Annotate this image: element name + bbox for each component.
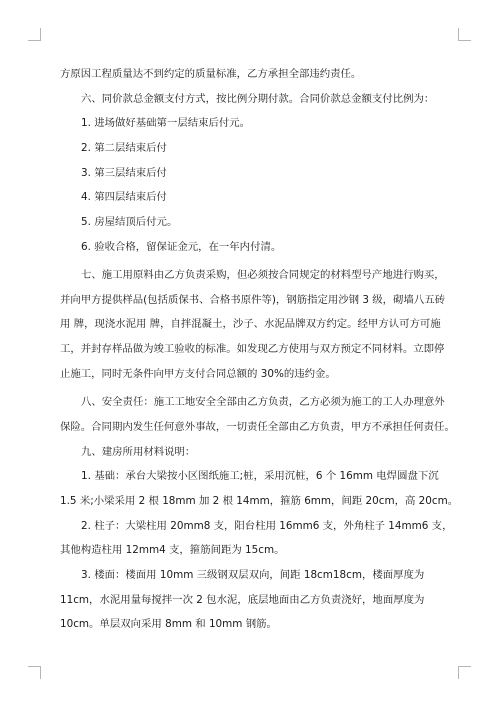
section-heading: 九、建房所用材料说明： bbox=[81, 445, 196, 458]
list-item: 6. 验收合格，留保证金元，在一年内付清。 bbox=[81, 240, 282, 253]
list-item: 5. 房屋结顶后付元。 bbox=[81, 216, 178, 229]
list-item: 3. 楼面：楼面用 10mm 三级钢双层双向，间距 18cm18cm，楼面厚度为 bbox=[81, 568, 425, 581]
page-corner-mark-top-right bbox=[458, 28, 471, 41]
list-item: 1. 基础：承台大梁按小区图纸施工;桩，采用沉桩，6 个 16mm 电焊圆盘下沉 bbox=[81, 470, 439, 483]
paragraph-line: 工，并封存样品做为竣工验收的标准。如发现乙方使用与双方预定不同材料。立即停 bbox=[60, 343, 445, 356]
page-corner-mark-bottom-right bbox=[458, 666, 471, 679]
paragraph-line: 并向甲方提供样品(包括质保书、合格书原件等)，钢筋指定用沙钢 3 级，砌墙八五砖 bbox=[60, 293, 445, 306]
list-item: 2. 第二层结束后付 bbox=[81, 142, 167, 155]
paragraph-line: 保险。合同期内发生任何意外事故，一切责任全部由乙方负责，甲方不承担任何责任。 bbox=[60, 420, 455, 433]
paragraph-line: 八、安全责任：施工工地安全全部由乙方负责，乙方必须为施工的工人办理意外 bbox=[81, 396, 445, 409]
paragraph-line: 11cm，水泥用量每搅拌一次 2 包水泥，底层地面由乙方负责浇好，地面厚度为 bbox=[60, 593, 425, 606]
list-item: 4. 第四层结束后付 bbox=[81, 191, 167, 204]
list-item: 3. 第三层结束后付 bbox=[81, 166, 167, 179]
paragraph-line: 10cm。单层双向采用 8mm 和 10mm 钢筋。 bbox=[60, 618, 277, 631]
paragraph-line: 止施工，同时无条件向甲方支付合同总额的 30%的违约金。 bbox=[60, 367, 336, 380]
paragraph-line: 1.5 米;小梁采用 2 根 18mm 加 2 根 14mm，箍筋 6mm，间距 20cm，高 20cm。 bbox=[60, 494, 459, 507]
paragraph-line: 用 牌，现浇水泥用 牌，自拌混凝土，沙子、水泥品牌双方约定。经甲方认可方可施 bbox=[60, 318, 441, 331]
list-item: 2. 柱子：大梁柱用 20mm8 支，阳台柱用 16mm6 支，外角柱子 14mm6 支， bbox=[81, 519, 453, 532]
page-corner-mark-top-left bbox=[28, 28, 41, 41]
document-body bbox=[60, 62, 459, 637]
page-corner-mark-bottom-left bbox=[28, 666, 41, 679]
paragraph-line: 六、同价款总金额支付方式，按比例分期付款。合同价款总金额支付比例为： bbox=[81, 92, 435, 105]
paragraph-line: 七、施工用原料由乙方负责采购，但必须按合同规定的材料型号产地进行购买， bbox=[81, 269, 445, 282]
paragraph-line: 其他构造柱用 12mm4 支，箍筋间距为 15cm。 bbox=[60, 544, 285, 557]
list-item: 1. 进场做好基础第一层结束后付元。 bbox=[81, 117, 251, 130]
paragraph-line: 方原因工程质量达不到约定的质量标准，乙方承担全部违约责任。 bbox=[60, 68, 362, 80]
